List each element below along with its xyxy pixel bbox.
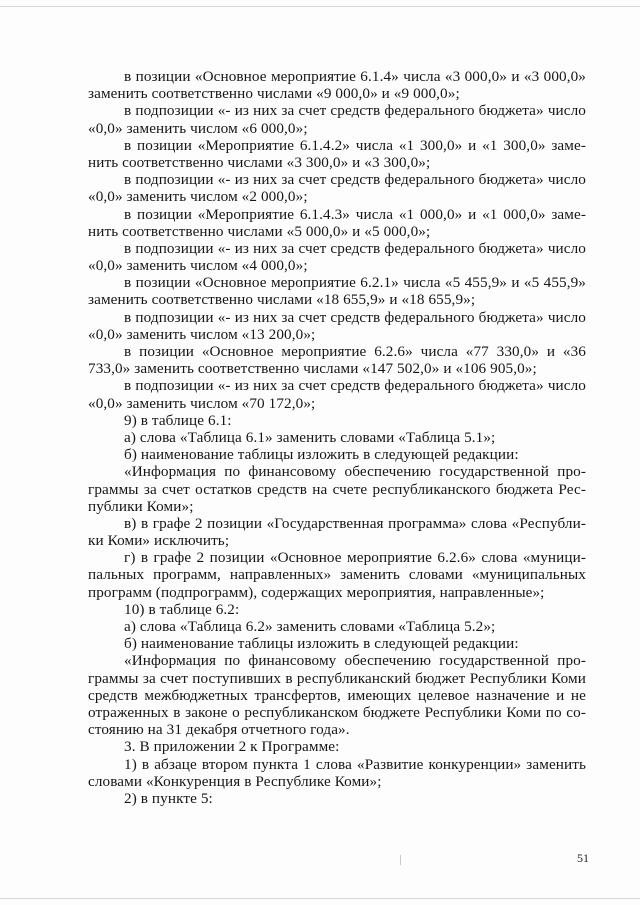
text-line: ки Коми» исключить; (88, 532, 230, 550)
text-line: «Информация по финансовому обеспечению государственной про- (124, 463, 586, 481)
text-line: в) в графе 2 позиции «Государственная программа» слова «Республи- (124, 514, 586, 532)
text-line: в позиции «Основное мероприятие 6.2.1» числа «5 455,9» и «5 455,9» (124, 274, 586, 292)
text-line: 733,0» заменить соответственно числами «147 502,0» и «106 905,0»; (88, 360, 537, 378)
text-line: отраженных в законе о республиканском бюджете Республики Коми по со- (88, 703, 586, 721)
text-line: в подпозиции «- из них за счет средств федерального бюджета» число (124, 308, 586, 326)
text-line: 2) в пункте 5: (124, 789, 213, 807)
text-line: нить соответственно числами «5 000,0» и «5 000,0»; (88, 222, 431, 240)
text-line: в подпозиции «- из них за счет средств федерального бюджета» число (124, 171, 586, 189)
text-line: программ (подпрограмм), содержащих мероприятия, направленные»; (88, 583, 545, 601)
text-line: б) наименование таблицы изложить в следующей редакции: (124, 635, 519, 653)
text-line: г) в графе 2 позиции «Основное мероприятие 6.2.6» слова «муници- (124, 549, 586, 567)
scan-artifact (400, 855, 401, 865)
text-line: «0,0» заменить числом «4 000,0»; (88, 257, 308, 275)
text-line: нить соответственно числами «3 300,0» и «3 300,0»; (88, 153, 431, 171)
page-number: 51 (577, 851, 589, 865)
scan-edge-top (0, 6, 640, 7)
text-line: в позиции «Мероприятие 6.1.4.2» числа «1 300,0» и «1 300,0» заме- (124, 136, 586, 154)
text-line: 1) в абзаце втором пункта 1 слова «Развитие конкуренции» заменить (124, 755, 586, 773)
text-line: стоянию на 31 декабря отчетного года». (88, 721, 350, 739)
text-line: в подпозиции «- из них за счет средств федерального бюджета» число (124, 102, 586, 120)
text-line: «0,0» заменить числом «6 000,0»; (88, 119, 308, 137)
text-line: 10) в таблице 6.2: (124, 600, 240, 618)
text-line: словами «Конкуренция в Республике Коми»; (88, 772, 382, 790)
text-line: б) наименование таблицы изложить в следующей редакции: (124, 446, 519, 464)
scan-edge-bottom (0, 898, 640, 899)
text-line: пальных программ, направленных» заменить словами «муниципальных (88, 566, 586, 584)
text-line: в подпозиции «- из них за счет средств федерального бюджета» число (124, 239, 586, 257)
text-line: публики Коми»; (88, 497, 194, 515)
text-line: «0,0» заменить числом «2 000,0»; (88, 188, 308, 206)
text-line: заменить соответственно числами «9 000,0» и «9 000,0»; (88, 85, 460, 103)
text-line: «Информация по финансовому обеспечению государственной про- (124, 652, 586, 670)
text-line: в позиции «Основное мероприятие 6.1.4» числа «3 000,0» и «3 000,0» (124, 68, 586, 85)
text-line: «0,0» заменить числом «70 172,0»; (88, 394, 316, 412)
text-line: «0,0» заменить числом «13 200,0»; (88, 325, 316, 343)
text-line: средств межбюджетных трансфертов, имеющих целевое назначение и не (88, 686, 586, 704)
text-line: в подпозиции «- из них за счет средств федерального бюджета» число (124, 377, 586, 395)
text-line: граммы за счет остатков средств на счете республиканского бюджета Рес- (88, 480, 586, 498)
document-body (88, 68, 586, 807)
text-line: в позиции «Основное мероприятие 6.2.6» числа «77 330,0» и «36 (124, 343, 586, 360)
text-line: а) слова «Таблица 6.2» заменить словами «Таблица 5.2»; (124, 618, 496, 635)
text-line: в позиции «Мероприятие 6.1.4.3» числа «1 000,0» и «1 000,0» заме- (124, 205, 586, 223)
text-line: граммы за счет поступивших в республиканский бюджет Республики Коми (88, 669, 586, 687)
text-line: а) слова «Таблица 6.1» заменить словами «Таблица 5.1»; (124, 428, 496, 446)
text-line: заменить соответственно числами «18 655,9» и «18 655,9»; (88, 291, 476, 309)
text-line: 9) в таблице 6.1: (124, 411, 232, 429)
text-line: 3. В приложении 2 к Программе: (124, 738, 340, 756)
